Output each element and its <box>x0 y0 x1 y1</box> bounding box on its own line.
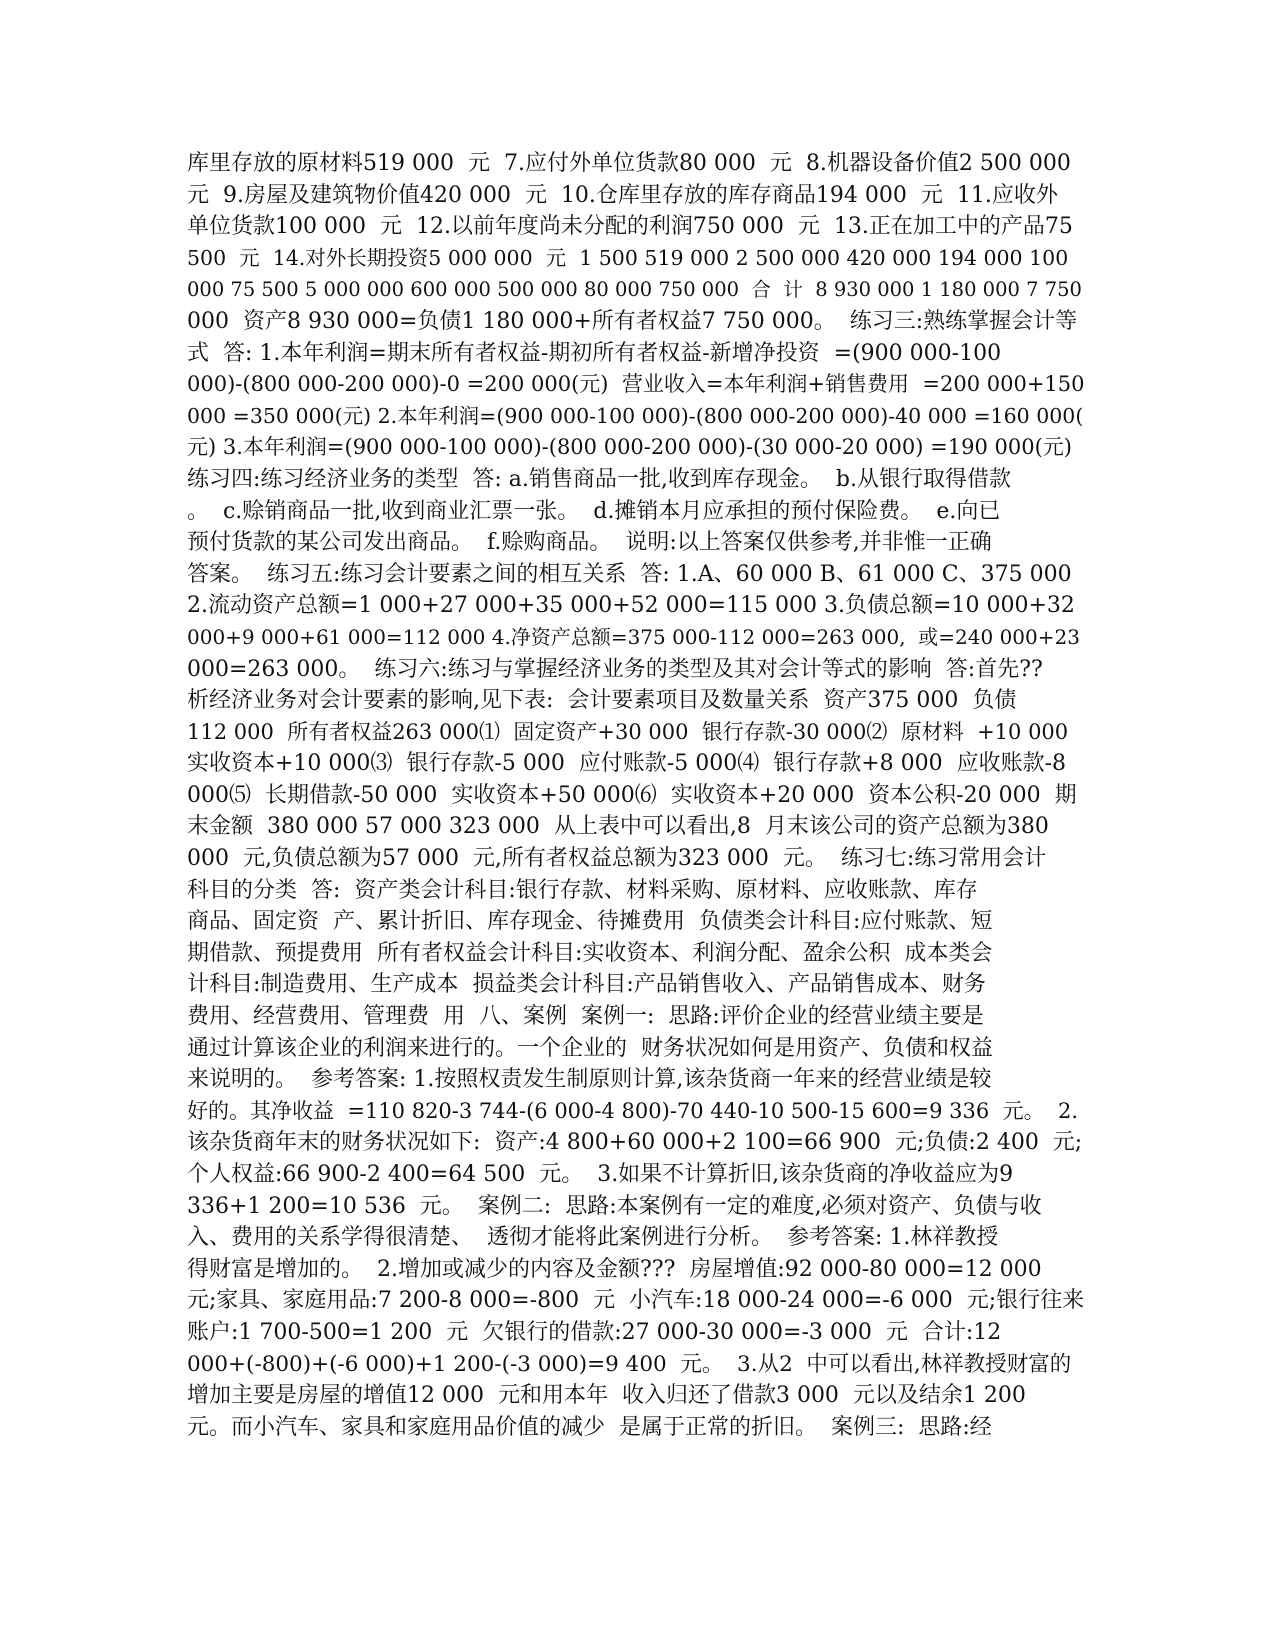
document-line: 2.流动资产总额=1 000+27 000+35 000+52 000=115 000 3.负债总额=10 000+32 <box>187 593 1075 619</box>
document-line: 000)-(800 000-200 000)-0 =200 000(元) 营业收入=本年利润+销售费用 =200 000+150 <box>187 372 1085 397</box>
document-line: 336+1 200=10 536 元。 案例二: 思路:本案例有一定的难度,必须对资产、负债与收 <box>187 1193 1042 1219</box>
document-line: 好的。其净收益 =110 820-3 744-(6 000-4 800)-70 440-10 500-15 600=9 336 元。 2. <box>187 1098 1078 1123</box>
document-line: 末金额 380 000 57 000 323 000 从上表中可以看出,8 月末该公司的资产总额为380 <box>187 814 1049 840</box>
document-line: 实收资本+10 000⑶ 银行存款-5 000 应付账款-5 000⑷ 银行存款+8 000 应收账款-8 <box>187 751 1067 777</box>
document-line: 000⑸ 长期借款-50 000 实收资本+50 000⑹ 实收资本+20 000 资本公积-20 000 期 <box>187 782 1077 808</box>
document-line: 该杂货商年末的财务状况如下: 资产:4 800+60 000+2 100=66 900 元;负债:2 400 元; <box>187 1130 1083 1156</box>
document-line: 费用、经营费用、管理费 用 八、案例 案例一: 思路:评价企业的经营业绩主要是 <box>187 1004 984 1030</box>
document-line: 000 元,负债总额为57 000 元,所有者权益总额为323 000 元。 练习七:练习常用会计 <box>187 846 1047 872</box>
document-line: 库里存放的原材料519 000 元 7.应付外单位货款80 000 元 8.机器设备价值2 500 000 <box>187 151 1071 176</box>
document-line: 账户:1 700-500=1 200 元 欠银行的借款:27 000-30 000=-3 000 元 合计:12 <box>187 1319 1002 1345</box>
document-line: 练习四:练习经济业务的类型 答: a.销售商品一批,收到库存现金。 b.从银行取得借款 <box>187 466 1011 492</box>
document-line: 000 资产8 930 000=负债1 180 000+所有者权益7 750 000。 练习三:熟练掌握会计等 <box>187 308 1078 334</box>
document-line: 000=263 000。 练习六:练习与掌握经济业务的类型及其对会计等式的影响 答:首先?? <box>187 656 1043 682</box>
document-line: 元;家具、家庭用品:7 200-8 000=-800 元 小汽车:18 000-24 000=-6 000 元;银行往来 <box>187 1288 1085 1314</box>
document-line: 112 000 所有者权益263 000⑴ 固定资产+30 000 银行存款-30 000⑵ 原材料 +10 000 <box>187 719 1069 744</box>
document-line: 增加主要是房屋的增值12 000 元和用本年 收入归还了借款3 000 元以及结余1 200 <box>187 1383 1026 1409</box>
document-line: 得财富是增加的。 2.增加或减少的内容及金额??? 房屋增值:92 000-80 000=12 000 <box>187 1256 1042 1282</box>
document-line: 单位货款100 000 元 12.以前年度尚未分配的利润750 000 元 13.正在加工中的产品75 <box>187 214 1073 240</box>
document-line: 000 =350 000(元) 2.本年利润=(900 000-100 000)-(800 000-200 000)-40 000 =160 000( <box>187 403 1084 428</box>
document-line: 商品、固定资 产、累计折旧、库存现金、待摊费用 负债类会计科目:应付账款、短 <box>187 909 993 935</box>
document-line: 通过计算该企业的利润来进行的。一个企业的 财务状况如何是用资产、负债和权益 <box>187 1035 993 1061</box>
document-line: 科目的分类 答: 资产类会计科目:银行存款、材料采购、原材料、应收账款、库存 <box>187 877 978 903</box>
document-line: 来说明的。 参考答案: 1.按照权责发生制原则计算,该杂货商一年来的经营业绩是较 <box>187 1067 992 1093</box>
document-line: 期借款、预提费用 所有者权益会计科目:实收资本、利润分配、盈余公积 成本类会 <box>187 940 993 966</box>
document-line: 000 75 500 5 000 000 600 000 500 000 80 000 750 000 合 计 8 930 000 1 180 000 7 750 <box>187 278 1082 302</box>
document-line: 500 元 14.对外长期投资5 000 000 元 1 500 519 000 2 500 000 420 000 194 000 100 <box>187 245 1069 270</box>
document-line: 答案。 练习五:练习会计要素之间的相互关系 答: 1.A、60 000 B、61 000 C、375 000 <box>187 561 1072 587</box>
document-line: 计科目:制造费用、生产成本 损益类会计科目:产品销售收入、产品销售成本、财务 <box>187 972 986 998</box>
document-line: 个人权益:66 900-2 400=64 500 元。 3.如果不计算折旧,该杂货商的净收益应为9 <box>187 1162 1014 1187</box>
document-line: 预付货款的某公司发出商品。 f.赊购商品。 说明:以上答案仅供参考,并非惟一正确 <box>187 530 992 556</box>
document-line: 000+9 000+61 000=112 000 4.净资产总额=375 000-112 000=263 000, 或=240 000+23 <box>187 624 1080 649</box>
document-line: 式 答: 1.本年利润=期末所有者权益-期初所有者权益-新增净投资 =(900 000-100 <box>187 340 1002 366</box>
document-line: 析经济业务对会计要素的影响,见下表: 会计要素项目及数量关系 资产375 000 负债 <box>187 688 1017 714</box>
document-line: 元) 3.本年利润=(900 000-100 000)-(800 000-200 000)-(30 000-20 000) =190 000(元) <box>187 435 1072 460</box>
document-line: 元 9.房屋及建筑物价值420 000 元 10.仓库里存放的库存商品194 000 元 11.应收外 <box>187 182 1058 208</box>
document-line: 入、费用的关系学得很清楚、 透彻才能将此案例进行分析。 参考答案: 1.林祥教授 <box>187 1225 999 1251</box>
document-line: 000+(-800)+(-6 000)+1 200-(-3 000)=9 400 元。 3.从2 中可以看出,林祥教授财富的 <box>187 1351 1072 1377</box>
document-body <box>187 148 1087 1443</box>
document-line: 。 c.赊销商品一批,收到商业汇票一张。 d.摊销本月应承担的预付保险费。 e.向已 <box>187 498 1001 524</box>
document-line: 元。而小汽车、家具和家庭用品价值的减少 是属于正常的折旧。 案例三: 思路:经 <box>187 1414 992 1440</box>
